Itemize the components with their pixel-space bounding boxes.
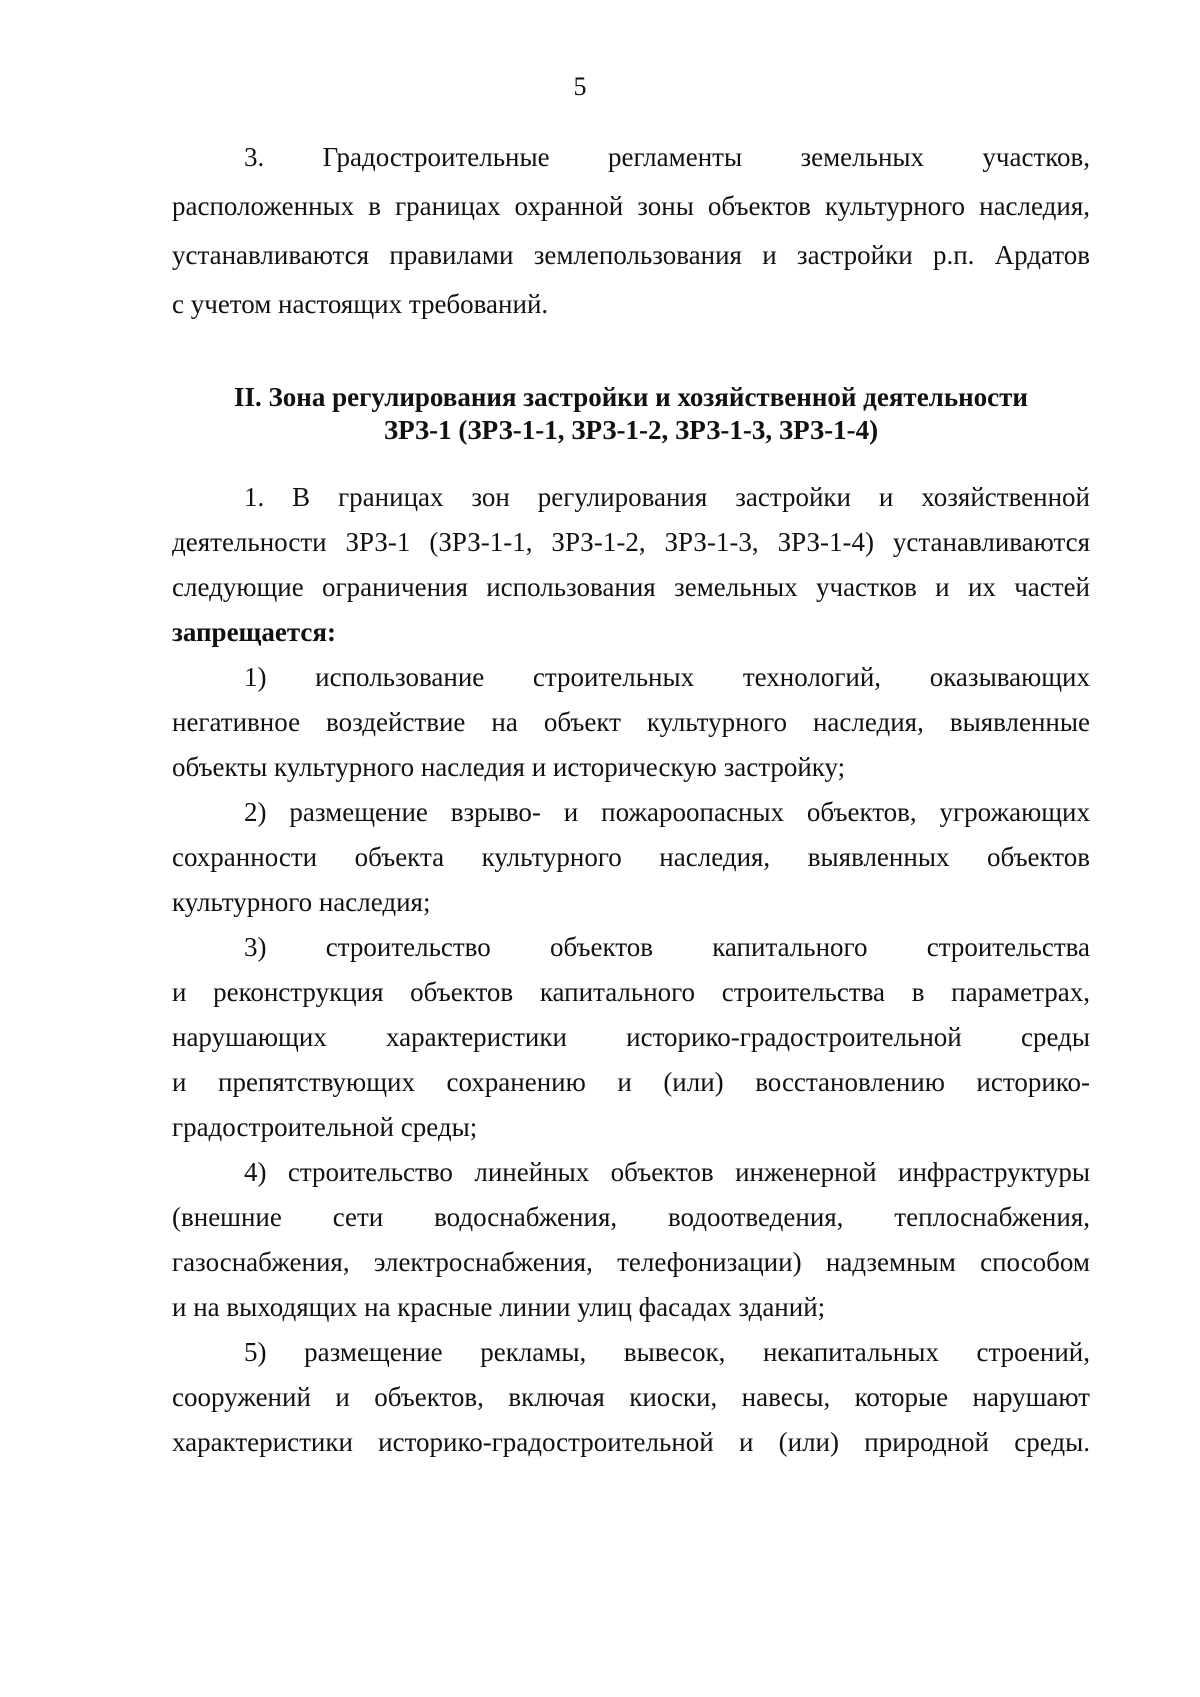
paragraph-line: расположенных в границах охранной зоны объектов культурного наследия, (172, 191, 1090, 221)
paragraph-line: градостроительной среды; (172, 1112, 478, 1142)
paragraph-line: газоснабжения, электроснабжения, телефонизации) надземным способом (172, 1247, 1090, 1277)
paragraph-line: нарушающих характеристики историко-градостроительной среды (172, 1022, 1090, 1052)
paragraph-line: негативное воздействие на объект культурного наследия, выявленные (172, 707, 1090, 737)
paragraph-line: сооружений и объектов, включая киоски, навесы, которые нарушают (172, 1382, 1090, 1412)
paragraph-line: с учетом настоящих требований. (172, 289, 549, 319)
page-number: 5 (573, 72, 587, 101)
list-item-3 (172, 925, 1090, 1150)
prohibited-label: запрещается: (172, 617, 337, 647)
list-item-2 (172, 790, 1090, 925)
paragraph-line: (внешние сети водоснабжения, водоотведения, теплоснабжения, (172, 1202, 1090, 1232)
paragraph-line: 4) строительство линейных объектов инженерной инфраструктуры (244, 1157, 1090, 1187)
paragraph-line: 3) строительство объектов капитального строительства (244, 932, 1090, 962)
paragraph-line: и препятствующих сохранению и (или) восстановлению историко- (172, 1067, 1090, 1097)
paragraph-line: сохранности объекта культурного наследия, выявленных объектов (172, 842, 1090, 872)
paragraph-line: 3. Градостроительные регламенты земельных участков, (244, 142, 1090, 172)
section-2-paragraph-1 (172, 475, 1090, 655)
paragraph-line: культурного наследия; (172, 887, 431, 917)
list-item-5 (172, 1330, 1090, 1465)
paragraph-line: 1. В границах зон регулирования застройки и хозяйственной (244, 482, 1090, 512)
paragraph-line: и реконструкция объектов капитального строительства в параметрах, (172, 977, 1090, 1007)
list-item-1 (172, 655, 1090, 790)
paragraph-line: устанавливаются правилами землепользования и застройки р.п. Ардатов (172, 240, 1090, 270)
paragraph-line: характеристики историко-градостроительной и (или) природной среды. (172, 1427, 1090, 1457)
paragraph-line: 1) использование строительных технологий, оказывающих (244, 662, 1090, 692)
paragraph-line: 2) размещение взрыво- и пожароопасных объектов, угрожающих (244, 797, 1090, 827)
paragraph-line: объекты культурного наследия и историческую застройку; (172, 752, 846, 782)
section-heading (172, 381, 1090, 447)
document-body (172, 133, 1090, 1465)
paragraph-line: и на выходящих на красные линии улиц фасадах зданий; (172, 1292, 826, 1322)
list-item-4 (172, 1150, 1090, 1330)
paragraph-line: деятельности ЗРЗ-1 (ЗРЗ-1-1, ЗРЗ-1-2, ЗРЗ-1-3, ЗРЗ-1-4) устанавливаются (172, 527, 1090, 557)
section-heading-line-1: II. Зона регулирования застройки и хозяйственной деятельности (234, 382, 1028, 412)
item-3-paragraph (172, 133, 1090, 329)
section-heading-line-2: ЗРЗ-1 (ЗРЗ-1-1, ЗРЗ-1-2, ЗРЗ-1-3, ЗРЗ-1-4) (383, 415, 879, 445)
paragraph-line: следующие ограничения использования земельных участков и их частей (172, 572, 1090, 602)
paragraph-line: 5) размещение рекламы, вывесок, некапитальных строений, (244, 1337, 1090, 1367)
